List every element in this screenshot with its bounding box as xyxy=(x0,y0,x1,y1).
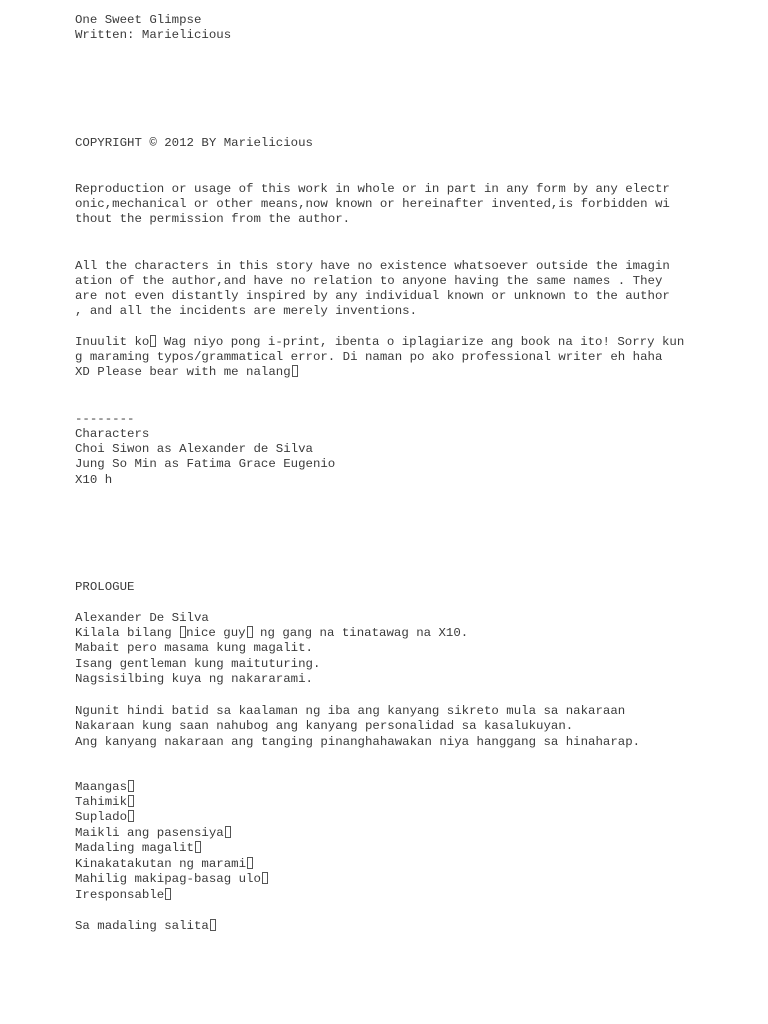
missing-glyph-icon xyxy=(225,826,231,838)
trait-text: Tahimik xyxy=(75,795,128,809)
missing-glyph-icon xyxy=(128,810,134,822)
trait-text: Iresponsable xyxy=(75,888,165,902)
disclaimer-line: are not even distantly inspired by any individual known or unknown to the author xyxy=(75,289,670,303)
prologue-text: ng gang na tinatawag na X10. xyxy=(252,626,469,640)
character-entry: Jung So Min as Fatima Grace Eugenio xyxy=(75,457,336,471)
missing-glyph-icon xyxy=(165,888,171,900)
prologue-line: Nagsisilbing kuya ng nakararami. xyxy=(75,672,313,686)
closing-line xyxy=(75,919,216,934)
characters-heading: Characters xyxy=(75,427,150,441)
disclaimer-line: All the characters in this story have no existence whatsoever outside the imagin xyxy=(75,259,670,273)
note-line: g maraming typos/grammatical error. Di naman po ako professional writer eh haha xyxy=(75,350,663,364)
prologue-text: Kilala bilang xyxy=(75,626,180,640)
note-text: XD Please bear with me nalang xyxy=(75,365,291,379)
note-text: Wag niyo pong i-print, ibenta o iplagiarize ang book na ito! Sorry kun xyxy=(156,335,685,349)
prologue-line: Ngunit hindi batid sa kaalaman ng iba ang kanyang sikreto mula sa nakaraan xyxy=(75,704,626,718)
trait-text: Kinakatakutan ng marami xyxy=(75,857,247,871)
prologue-line: Mabait pero masama kung magalit. xyxy=(75,641,313,655)
trait-text: Madaling magalit xyxy=(75,841,194,855)
trait-item xyxy=(75,826,231,841)
trait-text: Suplado xyxy=(75,810,128,824)
missing-glyph-icon xyxy=(128,780,134,792)
prologue-line: Isang gentleman kung maituturing. xyxy=(75,657,321,671)
copyright-line: COPYRIGHT © 2012 BY Marielicious xyxy=(75,136,313,150)
disclaimer-line: ation of the author,and have no relation to anyone having the same names . They xyxy=(75,274,663,288)
reproduction-line: thout the permission from the author. xyxy=(75,212,351,226)
note-line xyxy=(75,335,684,350)
trait-text: Mahilig makipag-basag ulo xyxy=(75,872,261,886)
author-line: Written: Marielicious xyxy=(75,28,232,42)
trait-item xyxy=(75,888,171,903)
trait-text: Maikli ang pasensiya xyxy=(75,826,224,840)
prologue-line: Nakaraan kung saan nahubog ang kanyang personalidad sa kasalukuyan. xyxy=(75,719,574,733)
trait-item xyxy=(75,780,134,795)
reproduction-line: onic,mechanical or other means,now known or hereinafter invented,is forbidden wi xyxy=(75,197,670,211)
character-entry: X10 h xyxy=(75,473,113,487)
character-entry: Choi Siwon as Alexander de Silva xyxy=(75,442,313,456)
note-text: Inuulit ko xyxy=(75,335,150,349)
trait-item xyxy=(75,857,253,872)
trait-item xyxy=(75,795,134,810)
missing-glyph-icon xyxy=(292,365,298,377)
missing-glyph-icon xyxy=(210,919,216,931)
prologue-line: Alexander De Silva xyxy=(75,611,209,625)
story-title: One Sweet Glimpse xyxy=(75,13,202,27)
missing-glyph-icon xyxy=(128,795,134,807)
trait-item xyxy=(75,810,134,825)
prologue-line: Ang kanyang nakaraan ang tanging pinanghahawakan niya hanggang sa hinaharap. xyxy=(75,735,641,749)
disclaimer-line: , and all the incidents are merely inventions. xyxy=(75,304,418,318)
trait-text: Maangas xyxy=(75,780,128,794)
note-line xyxy=(75,365,298,380)
prologue-heading: PROLOGUE xyxy=(75,580,135,594)
divider: -------- xyxy=(75,412,135,426)
trait-item xyxy=(75,841,201,856)
prologue-line xyxy=(75,626,468,641)
closing-text: Sa madaling salita xyxy=(75,919,209,933)
missing-glyph-icon xyxy=(195,841,201,853)
missing-glyph-icon xyxy=(247,857,253,869)
missing-glyph-icon xyxy=(262,872,268,884)
trait-item xyxy=(75,872,268,887)
prologue-text: nice guy xyxy=(186,626,246,640)
reproduction-line: Reproduction or usage of this work in whole or in part in any form by any electr xyxy=(75,182,670,196)
